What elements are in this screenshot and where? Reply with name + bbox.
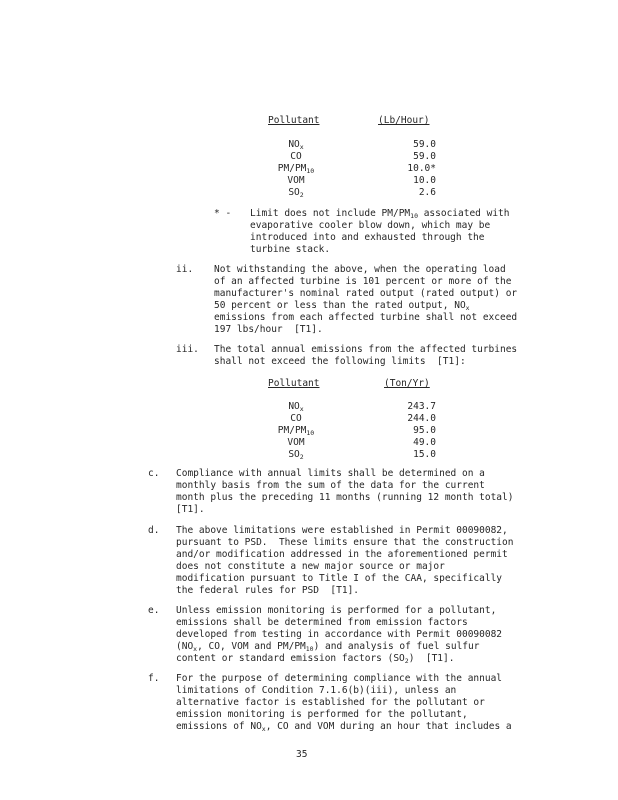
table1-row-value: 2.6 bbox=[418, 187, 436, 198]
item-e-line: ($NO_x$, CO, VOM and $PM/PM_{10}$) and analysis of fuel sulfur bbox=[176, 641, 480, 653]
item-iii-label: iii. bbox=[176, 344, 199, 355]
table2-row-value: 49.0 bbox=[413, 437, 436, 448]
item-d-line: the federal rules for PSD [T1]. bbox=[176, 585, 360, 596]
item-e-line: emissions shall be determined from emission factors bbox=[176, 617, 468, 628]
item-f-line: emissions of $NO_x$, CO and VOM during an hour that includes a bbox=[176, 721, 512, 733]
item-f-line: alternative factor is established for the pollutant or bbox=[176, 697, 485, 708]
table2-header-unit: (Ton/Yr) bbox=[384, 378, 430, 389]
table2-header-pollutant: Pollutant bbox=[268, 378, 320, 389]
item-f-line: emission monitoring is performed for the pollutant, bbox=[176, 709, 468, 720]
item-e-line: Unless emission monitoring is performed for a pollutant, bbox=[176, 605, 497, 616]
item-c-line: Compliance with annual limits shall be determined on a bbox=[176, 468, 485, 479]
item-f-text bbox=[176, 673, 512, 733]
item-ii-line: manufacturer's nominal rated output (rated output) or bbox=[214, 288, 518, 299]
table2-row-pollutant: $PM/PM_{10}$ bbox=[277, 425, 315, 437]
table2-row-value: 244.0 bbox=[407, 413, 436, 424]
footnote-line: turbine stack. bbox=[250, 244, 331, 255]
table1-row-value: 59.0 bbox=[413, 139, 436, 150]
item-e-line: content or standard emission factors $(SO_2)$ [T1]. bbox=[176, 653, 455, 665]
item-c-line: month plus the preceding 11 months (running 12 month total) bbox=[176, 492, 514, 503]
table1-header-unit: (Lb/Hour) bbox=[378, 115, 430, 126]
item-d-line: does not constitute a new major source or major bbox=[176, 561, 445, 572]
item-ii-line: of an affected turbine is 101 percent or more of the bbox=[214, 276, 512, 287]
item-iii-text bbox=[214, 344, 517, 368]
item-d-line: and/or modification addressed in the aforementioned permit bbox=[176, 549, 508, 560]
table1-row-pollutant: VOM bbox=[287, 175, 305, 186]
item-iii-line: The total annual emissions from the affected turbines bbox=[214, 344, 518, 355]
table2-row-value: 15.0 bbox=[413, 449, 436, 460]
item-c-text bbox=[176, 468, 513, 516]
page-number: 35 bbox=[296, 749, 308, 760]
item-e-label: e. bbox=[148, 605, 160, 616]
table1-row-value: 10.0 bbox=[413, 175, 436, 186]
table1-row-pollutant: $PM/PM_{10}$ bbox=[277, 163, 315, 175]
table2-row-pollutant: $SO_2$ bbox=[288, 449, 304, 461]
table1-row-value: 10.0* bbox=[407, 163, 436, 174]
table1-row-pollutant: $NO_x$ bbox=[288, 139, 304, 151]
item-d-label: d. bbox=[148, 525, 160, 536]
table1-row-pollutant: $SO_2$ bbox=[288, 187, 304, 199]
item-iii-line: shall not exceed the following limits [T1]: bbox=[214, 356, 466, 367]
item-d-line: modification pursuant to Title I of the CAA, specifically bbox=[176, 573, 503, 584]
table1-header-pollutant: Pollutant bbox=[268, 115, 320, 126]
item-ii-line: 50 percent or less than the rated output, $NO_x$ bbox=[214, 300, 470, 312]
item-c-label: c. bbox=[148, 468, 160, 479]
item-d-line: The above limitations were established in Permit 00090082, bbox=[176, 525, 508, 536]
footnote-mark: * - bbox=[214, 208, 232, 219]
table2-row-pollutant: $NO_x$ bbox=[288, 401, 304, 413]
item-e-text bbox=[176, 605, 502, 665]
item-c-line: [T1]. bbox=[176, 504, 205, 515]
table2-row-pollutant: CO bbox=[290, 413, 302, 424]
table2-row-value: 243.7 bbox=[407, 401, 436, 412]
item-ii-line: Not withstanding the above, when the operating load bbox=[214, 264, 506, 275]
item-d-line: pursuant to PSD. These limits ensure that the construction bbox=[176, 537, 514, 548]
table1-row-value: 59.0 bbox=[413, 151, 436, 162]
footnote-text bbox=[250, 208, 510, 256]
item-ii-line: 197 lbs/hour [T1]. bbox=[214, 324, 323, 335]
footnote-line: Limit does not include $PM/PM_{10}$ associated with bbox=[250, 208, 510, 220]
item-f-line: For the purpose of determining compliance with the annual bbox=[176, 673, 503, 684]
item-ii-label: ii. bbox=[176, 264, 194, 275]
item-f-label: f. bbox=[148, 673, 160, 684]
item-e-line: developed from testing in accordance with Permit 00090082 bbox=[176, 629, 503, 640]
table2-row-value: 95.0 bbox=[413, 425, 436, 436]
footnote-line: evaporative cooler blow down, which may be bbox=[250, 220, 491, 231]
footnote-line: introduced into and exhausted through the bbox=[250, 232, 485, 243]
table1-row-pollutant: CO bbox=[290, 151, 302, 162]
item-c-line: monthly basis from the sum of the data for the current bbox=[176, 480, 485, 491]
table2-row-pollutant: VOM bbox=[287, 437, 305, 448]
item-ii-text bbox=[214, 264, 517, 336]
item-d-text bbox=[176, 525, 513, 597]
item-f-line: limitations of Condition 7.1.6(b)(iii), unless an bbox=[176, 685, 457, 696]
item-ii-line: emissions from each affected turbine shall not exceed bbox=[214, 312, 518, 323]
